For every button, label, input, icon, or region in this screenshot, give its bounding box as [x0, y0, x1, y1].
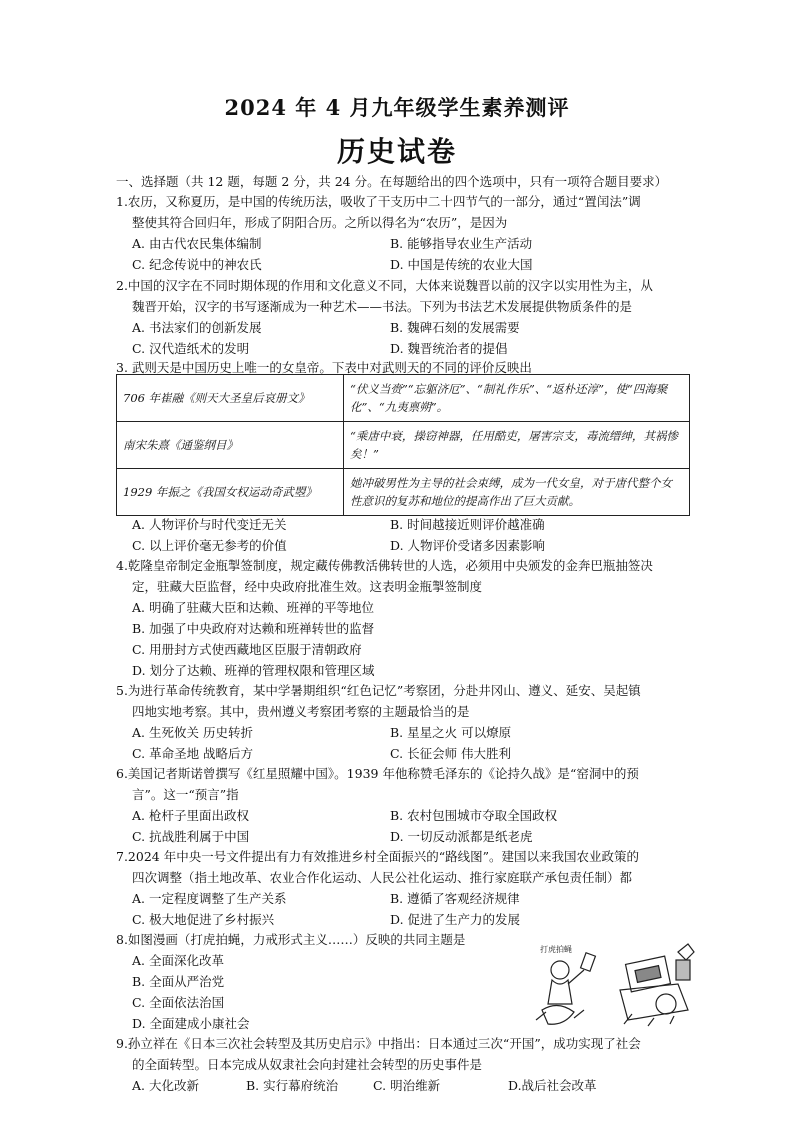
option-c: C. 用册封方式使西藏地区臣服于清朝政府: [132, 642, 362, 657]
option-a: A. 枪杆子里面出政权: [132, 808, 249, 823]
question-stem-line: 定，驻藏大臣监督，经中央政府批准生效。这表明金瓶掣签制度: [132, 578, 483, 594]
option-a: A. 生死攸关 历史转折: [132, 725, 253, 740]
anti-corruption-cartoon: [528, 940, 700, 1030]
section-heading: 一、选择题（共 12 题，每题 2 分，共 24 分。在每题给出的四个选项中，只有一项符合题目要求）: [116, 174, 668, 189]
option-d: D. 促进了生产力的发展: [390, 912, 521, 927]
question-stem-line: 8.如图漫画（打虎拍蝇，力戒形式主义……）反映的共同主题是: [116, 932, 466, 947]
cartoon-caption: 打虎拍蝇: [540, 945, 572, 954]
question-stem-line: 6.美国记者斯诺曾撰写《红星照耀中国》。1939 年他称赞毛泽东的《论持久战》是“窑洞中的预: [116, 766, 639, 781]
option-b: B. 农村包围城市夺取全国政权: [390, 808, 558, 823]
option-d: D. 全面建成小康社会: [132, 1016, 250, 1031]
option-c: C. 以上评价毫无参考的价值: [132, 538, 287, 553]
question-5: [116, 681, 696, 722]
option-c: C. 明治维新: [373, 1078, 441, 1093]
option-b: B. 实行幕府统治: [246, 1078, 339, 1093]
option-b: B. 加强了中央政府对达赖和班禅转世的监督: [132, 621, 375, 636]
table-cell-comment: “伏义当赍”“忘躯济厄”、“制礼作乐”、“返朴还淳”，使“四海聚化”、“九夷禀朔”。: [344, 375, 690, 422]
subject-title: 历史试卷: [336, 135, 457, 168]
question-2: [116, 276, 696, 317]
table-cell-comment: 她冲破男性为主导的社会束缚，成为一代女皇，对于唐代整个女性意识的复苏和地位的提高作出了巨大贡献。: [344, 469, 690, 516]
table-row: [117, 469, 690, 516]
question-6: [116, 764, 696, 805]
question-stem-line: 4.乾隆皇帝制定金瓶掣签制度，规定藏传佛教活佛转世的人选，必须用中央颁发的金奔巴瓶抽签决: [116, 558, 653, 573]
option-d: C. 长征会师 伟大胜利: [390, 746, 512, 761]
question-stem-line: 9.孙立祥在《日本三次社会转型及其历史启示》中指出：日本通过三次“开国”，成功实现了社会: [116, 1036, 641, 1051]
question-stem-line: 7.2024 年中央一号文件提出有力有效推进乡村全面振兴的“路线图”。建国以来我国农业政策的: [116, 849, 639, 864]
table-row: [117, 375, 690, 422]
option-a: A. 人物评价与时代变迁无关: [132, 517, 287, 532]
option-d: D. 一切反动派都是纸老虎: [390, 829, 533, 844]
option-a: A. 一定程度调整了生产关系: [132, 891, 287, 906]
question-stem-line: 3. 武则天是中国历史上唯一的女皇帝。下表中对武则天的不同的评价反映出: [116, 360, 532, 375]
question-stem-line: 的全面转型。日本完成从奴隶社会向封建社会转型的历史事件是: [132, 1056, 483, 1072]
table-cell-source: 706 年崔融《则天大圣皇后哀册文》: [117, 375, 344, 422]
option-d: D. 魏晋统治者的提倡: [390, 341, 508, 356]
question-stem-line: 四地实地考察。其中，贵州遵义考察团考察的主题最恰当的是: [132, 703, 470, 719]
option-c: C. 极大地促进了乡村振兴: [132, 912, 275, 927]
question-stem-line: 整使其符合回归年，形成了阴阳合历。之所以得名为“农历”，是因为: [132, 214, 508, 230]
question-stem-line: 言”。这一“预言”指: [132, 786, 239, 802]
question-stem-line: 四次调整（指土地改革、农业合作化运动、人民公社化运动、推行家庭联产承包责任制）都: [132, 869, 633, 885]
option-c: C. 汉代造纸术的发明: [132, 341, 250, 356]
table-cell-source: 1929 年振之《我国女权运动奇武曌》: [117, 469, 344, 516]
question-stem-line: 2.中国的汉字在不同时期体现的作用和文化意义不同，大体来说魏晋以前的汉字以实用性为主，从: [116, 278, 653, 293]
question-stem-line: 魏晋开始，汉字的书写逐渐成为一种艺术——书法。下列为书法艺术发展提供物质条件的是: [132, 298, 633, 314]
cartoon-right-figure: [620, 944, 694, 1026]
option-b: B. 能够指导农业生产活动: [390, 236, 533, 251]
question-7: [116, 847, 696, 888]
question-9: [116, 1034, 696, 1075]
option-b: B. 魏碑石刻的发展需要: [390, 320, 520, 335]
option-c: C. 纪念传说中的神农氏: [132, 257, 262, 272]
table-cell-comment: “乘唐中衰，操窃神器，任用酷吏，屠害宗支，毒流缙绅，其祸惨矣！”: [344, 422, 690, 469]
option-d: D.战后社会改革: [508, 1078, 597, 1093]
option-b: B. 遵循了客观经济规律: [390, 891, 520, 906]
option-c: C. 革命圣地 战略后方: [132, 746, 254, 761]
option-d: D. 划分了达赖、班禅的管理权限和管理区域: [132, 663, 375, 678]
option-a: A. 书法家们的创新发展: [132, 320, 262, 335]
evaluation-table: [116, 374, 690, 516]
option-b: B. 时间越接近则评价越准确: [390, 517, 545, 532]
question-stem-line: 5.为进行革命传统教育，某中学暑期组织“红色记忆”考察团，分赴井冈山、遵义、延安、吴起镇: [116, 683, 641, 698]
question-4: [116, 556, 696, 597]
table-row: [117, 422, 690, 469]
option-d: D. 人物评价受诸多因素影响: [390, 538, 546, 553]
option-a: A. 全面深化改革: [132, 953, 224, 968]
exam-title: 2024 年 4 月九年级学生素养测评: [224, 95, 570, 120]
option-d: D. 中国是传统的农业大国: [390, 257, 533, 272]
option-b: B. 星星之火 可以燎原: [390, 725, 512, 740]
option-c: C. 全面依法治国: [132, 995, 225, 1010]
option-a: A. 大化改新: [132, 1078, 199, 1093]
table-cell-source: 南宋朱熹《通鉴纲目》: [117, 422, 344, 469]
option-b: B. 全面从严治党: [132, 974, 225, 989]
question-1: [116, 192, 696, 233]
question-stem-line: 1.农历，又称夏历，是中国的传统历法，吸收了干支历中二十四节气的一部分，通过“置闰法”调: [116, 194, 641, 209]
option-c: C. 抗战胜利属于中国: [132, 829, 250, 844]
option-a: A. 由古代农民集体编制: [132, 236, 262, 251]
cartoon-left-figure: [536, 953, 595, 1024]
option-a: A. 明确了驻藏大臣和达赖、班禅的平等地位: [132, 600, 374, 615]
